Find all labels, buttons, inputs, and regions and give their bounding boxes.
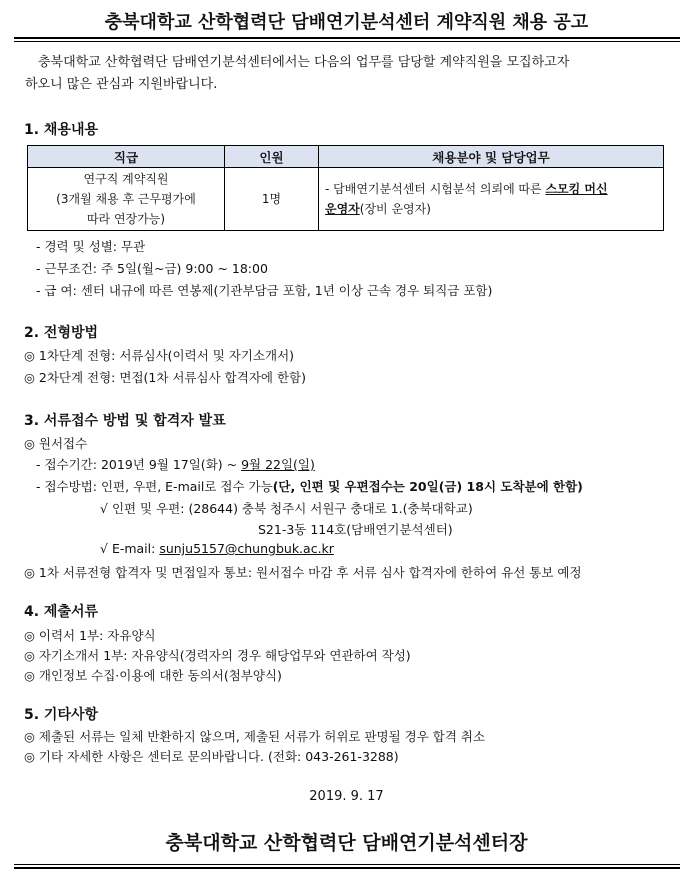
condition-career: - 경력 및 성별: 무관 xyxy=(36,239,146,254)
receipt-period-end: 9월 22일(일) xyxy=(241,457,315,472)
rank-line-1: 연구직 계약직원 xyxy=(83,172,169,186)
condition-hours: - 근무조건: 주 5일(월~금) 9:00 ~ 18:00 xyxy=(36,261,268,276)
intro-line-1: 충북대학교 산학협력단 담배연기분석센터에서는 다음의 업무를 담당할 계약직원을 모집하고자 xyxy=(38,55,570,70)
title-divider-thick xyxy=(14,37,680,39)
section-2-heading: 2. 전형방법 xyxy=(24,325,99,341)
document-privacy-consent: ◎ 개인정보 수집·이용에 대한 동의서(첨부양식) xyxy=(24,668,282,683)
postal-address-line-1: √ 인편 및 우편: (28644) 충북 청주시 서원구 충대로 1.(충북대학교) xyxy=(100,501,473,516)
receipt-period xyxy=(36,455,315,473)
duty-underlined-1: 스모킹 머신 xyxy=(545,182,608,196)
table-row xyxy=(28,168,664,231)
footer-divider-thin xyxy=(14,864,680,865)
section-4-heading: 4. 제출서류 xyxy=(24,604,99,620)
duty-underlined-2: 운영자 xyxy=(325,202,360,216)
section-1-heading: 1. 채용내용 xyxy=(24,122,99,138)
recruitment-table xyxy=(27,145,664,231)
condition-salary: - 급 여: 센터 내규에 따른 연봉제(기관부담금 포함, 1년 이상 근속 경우 퇴직금 포함) xyxy=(36,283,493,298)
section-5-heading: 5. 기타사항 xyxy=(24,707,99,723)
table-header-duty: 채용분야 및 담당업무 xyxy=(319,146,664,168)
postal-address-line-2: S21-3동 114호(담배연기분석센터) xyxy=(258,522,453,537)
table-cell-count: 1명 xyxy=(225,168,319,231)
screening-stage-1: ◎ 1차단계 전형: 서류심사(이력서 및 자기소개서) xyxy=(24,348,295,363)
duty-prefix: - 담배연기분석센터 시험분석 의뢰에 따른 xyxy=(325,182,546,196)
note-contact: ◎ 기타 자세한 사항은 센터로 문의바랍니다. (전화: 043-261-3288) xyxy=(24,749,399,764)
rank-line-3: 따라 연장가능) xyxy=(86,212,166,226)
notice-signature: 충북대학교 산학협력단 담배연기분석센터장 xyxy=(165,832,528,854)
section-3-heading: 3. 서류접수 방법 및 합격자 발표 xyxy=(24,413,226,429)
table-cell-duty xyxy=(319,168,664,231)
intro-line-2: 하오니 많은 관심과 지원바랍니다. xyxy=(25,77,218,92)
receipt-period-prefix: - 접수기간: 2019년 9월 17일(화) ~ xyxy=(36,457,242,472)
screening-stage-2: ◎ 2차단계 전형: 면접(1차 서류심사 합격자에 한함) xyxy=(24,370,306,385)
title-divider-thin xyxy=(14,41,680,42)
notice-date: 2019. 9. 17 xyxy=(309,789,384,804)
interview-notice: ◎ 1차 서류전형 합격자 및 면접일자 통보: 원서접수 마감 후 서류 심사 합격자에 한하여 유선 통보 예정 xyxy=(24,565,582,580)
document-resume: ◎ 이력서 1부: 자유양식 xyxy=(24,628,156,643)
duty-suffix: (장비 운영자) xyxy=(359,202,431,216)
email-link[interactable]: sunju5157@chungbuk.ac.kr xyxy=(159,541,334,556)
receipt-method-prefix: - 접수방법: 인편, 우편, E-mail로 접수 가능 xyxy=(36,479,273,494)
table-header-row xyxy=(28,146,664,168)
notice-title: 충북대학교 산학협력단 담배연기분석센터 계약직원 채용 공고 xyxy=(104,12,589,33)
email-row xyxy=(100,541,334,556)
receipt-method-condition: (단, 인편 및 우편접수는 20일(금) 18시 도착분에 한함) xyxy=(272,479,583,494)
table-header-rank: 직급 xyxy=(28,146,225,168)
rank-line-2: (3개월 채용 후 근무평가에 xyxy=(56,192,196,206)
document-cover-letter: ◎ 자기소개서 1부: 자유양식(경력자의 경우 해당업무와 연관하여 작성) xyxy=(24,648,411,663)
receipt-label: ◎ 원서접수 xyxy=(24,436,88,451)
note-documents: ◎ 제출된 서류는 일체 반환하지 않으며, 제출된 서류가 허위로 판명될 경우 합격 취소 xyxy=(24,729,486,744)
receipt-method xyxy=(36,477,583,495)
table-header-count: 인원 xyxy=(225,146,319,168)
email-label: √ E-mail: xyxy=(100,541,160,556)
table-cell-rank xyxy=(28,168,225,231)
